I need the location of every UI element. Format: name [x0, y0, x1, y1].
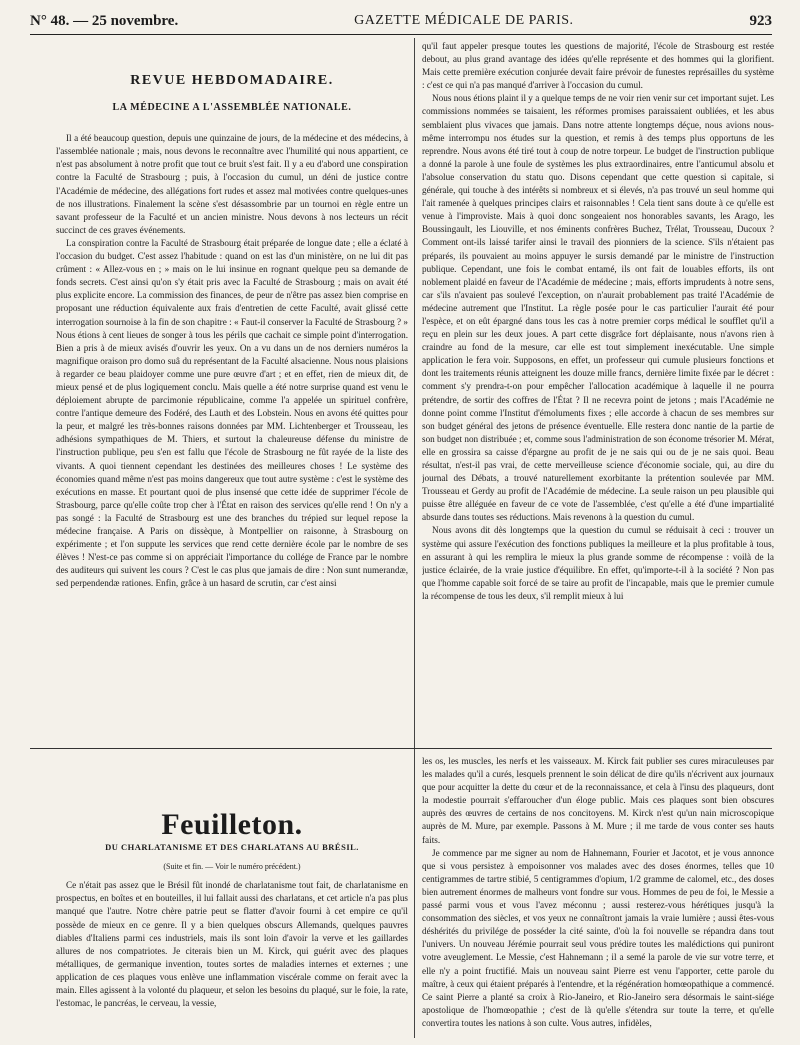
page-header	[30, 8, 772, 35]
column-divider	[414, 38, 415, 1038]
feuilleton-paragraph: Je commence par me signer au nom de Hahnemann, Fourier et Jacotot, et je vous annonce que si vous persistez à empoisonner vos malades avec des doses énormes, telles que 10 centigrammes de tartre stibié, 5 centigrammes d'opium, 1/2 gramme de calomel, etc., des doses bien autrement énormes de malheurs vont fondre sur vous. Hommes de peu de foi, le Messie a passé parmi vous et vous l'avez méconnu ; aussi resterez-vous hérétiques jusqu'à la consommation des siècles, et vos yeux ne connaîtront jamais la vraie lumière ; aussi êtes-vous déshérités du privilége de posséder la cité sainte, d'où la foi nouvelle se répandra dans tout l'univers. Un nouveau Jérémie pourrait seul vous prédire toutes les malédictions qui puniront votre aveuglement. Le Messie, c'est Hahnemann ; il a semé la parole de vie sur votre terre, et elle n'y a point fructifié. Mais un nouveau saint Pierre est venu l'apporter, cette parole du maître, à ceux qui étaient préparés à l'entendre, et la régénération homœopathique a commencé. Ce saint Pierre a planté sa croix à Rio-Janeiro, et Rio-Janeiro sera désormais le saint-siége apostolique de l'homœopathie ; c'est de là qu'elle s'étendra sur toute la terre, et qu'elle convertira toutes les nations à son culte. Vous autres, infidèles,	[422, 847, 774, 1028]
revue-column-right	[422, 40, 774, 745]
revue-column-left	[56, 40, 408, 748]
revue-paragraph: Nous nous étions plaint il y a quelque temps de ne voir rien venir sur cet important sujet. Les commissions nommées se taisaient, les réformes promises paraissaient oubliées, et les abus semblaient plus vivaces que jamais. Dans notre attente longtemps déçue, nous avions nous-même interrompu nos études sur la question, et remis à des temps plus opportuns de les reprendre. Nous avons été tiré tout à coup de notre torpeur. Le budget de l'instruction publique a donné la parole à une foule de systèmes les plus extraordinaires, entre l'anticumul absolu et l'absolue conservation du statu quo. Disons cependant que cette question si capitale, si générale, qui touche à des intérêts si nombreux et si élevés, n'a pas trouvé un seul homme qui l'ait ramenée à quelques principes clairs et raisonnables ! Cela tient sans doute à ce qu'elle est venue à l'improviste. Mais à quoi donc songeaient nos honorables savants, les Arago, les Boussingault, les Liouville, et nos éminents confrères Buchez, Trélat, Trousseau, Ducoux ? Comment ont-ils laissé tarifer ainsi le travail des pionniers de la science. S'ils n'étaient pas préparés, ils pouvaient au moins appuyer le sursis demandé par le ministre de l'instruction publique. Cependant, une fois le combat entamé, ils ont fait de louables efforts, ils ont noblement plaidé en faveur de l'Académie de médecine ; mais, efforts imprudents à notre sens, car s'ils n'avaient pas soulevé l'exception, on n'aurait probablement pas traité l'Académie de médecine autrement que l'Institut. La règle posée pour le cas particulier l'aurait été pour l'espèce, et on eût épargné dans tous les cas à notre premier corps médical le soufflet qu'il a reçu en plein sur les deux joues. A part cette disgrâce fort déplaisante, nous n'avons rien à craindre au fond de la mesure, car elle est tout simplement inexécutable. Une simple application le fera voir. Supposons, en effet, un professeur qui cumule plusieurs fonctions et dont les traitements réunis atteignent les douze mille francs, dernière limite fixée par le décret : comment s'y prendra-t-on pour empêcher l'allocation académique à laquelle il ne pourra prétendre, de sortir des coffres de l'État ? Il ne recevra point de jetons ; mais l'Académie ne donne point comme l'Institut d'émoluments fixes ; elle accorde à chacun de ses membres sur son budget général des jetons de présence éventuelle. Elle restera donc nantie de la partie de son budget non distribuée ; et, comme sous l'administration de son économe trésorier M. Mérat, elle en grossira sa caisse d'épargne au profit de je ne sais qui ou de je ne sais quoi. Beau résultat, n'est-il pas vrai, de cette merveilleuse science d'économie sociale, qui, au dire du journal des Débats, a trouvé naturellement exorbitante la prétention soulevée par MM. Trousseau et Gerdy au profit de l'Académie de médecine. La seule raison un peu plausible qui puisse être alléguée en faveur de ce vote de l'assemblée, c'est qu'elle a été d'une impartialité absurde dans toutes ses réductions. Mais revenons à la question du cumul.	[422, 93, 774, 523]
feuilleton-subtitle: DU CHARLATANISME ET DES CHARLATANS AU BRÉSIL.	[105, 842, 359, 853]
feuilleton-column-left	[56, 778, 408, 1040]
issue-number: N° 48. — 25 novembre.	[30, 12, 179, 29]
revue-title: REVUE HEBDOMADAIRE.	[130, 73, 334, 88]
feuilleton-note: (Suite et fin. — Voir le numéro précédent.)	[163, 862, 301, 872]
revue-paragraph: Nous avons dit dès longtemps que la question du cumul se réduisait à ceci : trouver un système qui assure l'exécution des fonctions publiques la meilleure et la plus profitable à tous, en assurant à qui les remplira le mieux la plus grande somme de récompense : voilà de la justice éclairée, de la vraie justice d'équilibre. En effet, qu'importe-t-il à la société ? Non pas que l'homme capable soit forcé de se taire au profit de l'incapable, mais que le premier cumule la récompense de tous les deux, s'il remplit mieux à lui	[422, 525, 774, 601]
feuilleton-paragraph: Ce n'était pas assez que le Brésil fût inondé de charlatanisme tout fait, de charlatanisme en prospectus, en boîtes et en bouteilles, il lui fallait aussi des charlatans, et cet article n'a pas plus manqué que l'autre. Notre chère patrie peut se flatter d'avoir fourni à cet empire ce qu'il possède de mieux en ce genre. Il y a bien quelques obscurs Allemands, quelques pauvres diables d'Italiens parmi ces industriels, mais ils sont loin d'avoir la verve et les gaillardes allures de nos compatriotes. Je citerais bien un M. Kirck, qui guérit avec des plaques métalliques, de germanique invention, toutes sortes de maladies internes et externes ; une application de ces plaques vous enlève une inflammation viscérale comme on ferait avec la main. Elles agissent à la volonté du plaqueur, et selon les besoins du plaqué, sur le foie, la rate, l'estomac, le pancréas, le cerveau, la vessie,	[56, 880, 408, 1009]
feuilleton-paragraph: les os, les muscles, les nerfs et les vaisseaux. M. Kirck fait publier ses cures miraculeuses par les malades qu'il a curés, lesquels prennent le soin délicat de dire qu'ils n'écrivent aux journaux que pour acquitter la dette du cœur et de la reconnaissance, et cela à l'insu des plaqueurs, dont la modestie pourrait s'effaroucher d'un éloge public. Mais ces plaques sont bien obscures auprès des œuvres de certains de nos concitoyens. M. Kirck n'est qu'un nain microscopique auprès de M. Mure, par exemple. Passons à M. Mure ; il me tarde de vous conter ses hauts faits.	[422, 756, 774, 845]
revue-paragraph: Il a été beaucoup question, depuis une quinzaine de jours, de la médecine et des médecins, à l'assemblée nationale ; mais, nous devons le reconnaître avec l'humilité qui nous appartient, ce n'est pas absolument à notre profit que tout ce bruit s'est fait. Il y a eu d'abord une conspiration contre la Faculté de Strasbourg ; puis, à l'occasion du cumul, un déni de justice contre l'Académie de médecine, des allégations fort rudes et assez mal motivées contre quelques-unes de nos illustrations. Finalement la scène s'est désassombrie par un tournoi en règle entre un savant professeur de la Faculté et un ancien ministre. Nous devons à nos lecteurs un récit succinct de ces graves événements.	[56, 133, 408, 235]
feuilleton-column-right	[422, 755, 774, 1040]
journal-title: GAZETTE MÉDICALE DE PARIS.	[354, 13, 574, 28]
revue-subtitle: LA MÉDECINE A L'ASSEMBLÉE NATIONALE.	[112, 102, 352, 114]
page-number: 923	[749, 12, 772, 29]
revue-paragraph: qu'il faut appeler presque toutes les questions de majorité, l'école de Strasbourg est restée debout, au plus grand avantage des idées qu'elle représente et des hommes qui la glorifient. Mais cette première exécution conjurée devait faire prévoir de funestes représailles du système : c'est ce qui n'a pas manqué d'arriver à l'occasion du cumul.	[422, 41, 774, 91]
revue-paragraph: La conspiration contre la Faculté de Strasbourg était préparée de longue date ; elle a éclaté à l'occasion du budget. C'est assez l'habitude : quand on est las d'un ministère, on ne lui dit pas crûment : « Allez-vous en ; » mais on le lui insinue en rognant quelque peu sa demande de fonds secrets. C'est ainsi qu'on s'y était pris avec la Faculté de Strasbourg ; mais on avait été plus explicite encore. La commission des finances, de peur de n'être pas assez bien comprise en proposant une réduction équivalente aux frais d'entretien de cette Faculté, avait glissé cette interrogation sournoise à la fin de son chapitre : « Faut-il conserver la Faculté de Strasbourg ? » Nous étions à cent lieues de songer à tous les périls que cachait ce simple point d'interrogation. Bien a pris à de mieux avisés d'ouvrir les yeux. On a vu dans un de nos derniers numéros la magnifique oraison pro domo suâ du représentant de la Faculté alsacienne. Nous nous plaisions à regarder ce beau plaidoyer comme une pure œuvre d'art ; et en effet, rien de mieux dit, de mieux pensé et de plus logiquement conclu. Mais quelle a été notre surprise quand est venu le déploiement abrupte de parcimonie républicaine, comme l'a appelée un spirituel confrère, contre l'antique demeure des Fodéré, des Lauth et des Lobstein. Nous en avons été quittes pour la peur, et malgré les très-bonnes raisons données par MM. Lichtenberger et Trousseau, les adhésions sympathiques de M. Thiers, et surtout la chaleureuse défense du ministre de l'instruction publique, peu s'en est fallu que l'école de Strasbourg ne fût rayée de la liste des vivants. A quoi tiennent cependant les destinées des meilleures choses ! Le système des économies quand même n'est pas moins dangereux que tout autre système : c'est le système des exécutions en masse. Et pourtant quoi de plus insensé que cette idée de supprimer l'école de Strasbourg, parce qu'elle coûte trop cher à l'État en raison des services qu'elle rend ! On n'y a pas songé : la Faculté de Strasbourg est une des branches du trépied sur lequel repose la médecine française. A Paris on dissèque, à Montpellier on raisonne, à Strasbourg on expérimente ; et l'on suppute les services que rend cette dernière école par le nombre de ses élèves ! N'est-ce pas comme si on appréciait l'importance du collége de France par le nombre des auditeurs qui suivent les cours ? C'est le cas plus que jamais de dire : Non sunt numerandæ, sed perpendendæ rationes. Enfin, grâce à un hasard de scrutin, car c'est ainsi	[56, 237, 408, 589]
feuilleton-title: Feuilleton.	[161, 808, 303, 841]
feuilleton-divider	[30, 748, 772, 749]
